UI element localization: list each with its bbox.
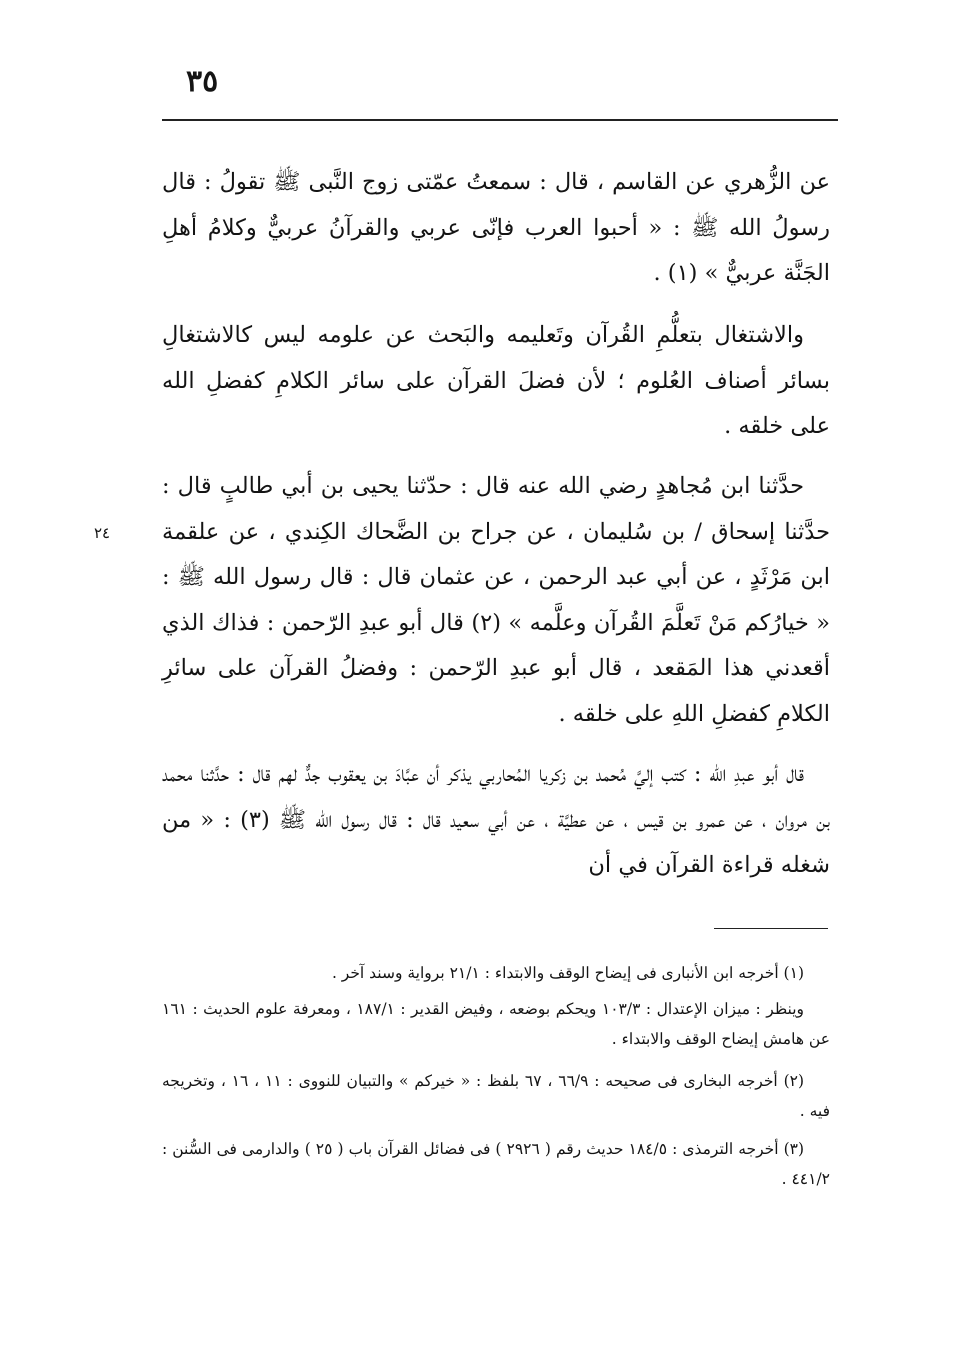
paragraph-1-text: عن الزُّهري عن القاسم ، قال : سمعتُ عمّتى زوج النَّبى ﷺ تقولُ : قال رسولُ الله ﷺ : « أحبوا العرب فإنّى عربي والقرآنُ عربيٌّ وكلامُ أهلِ الجَنَّة عربيٌّ » (١) . — [162, 169, 830, 286]
page-number: ٣٥ — [186, 64, 219, 99]
footnote-1-continuation-text: وينظر : ميزان الإعتدال : ١٠٣/٣ ويحكم بوضعه ، وفيض القدير : ١٨٧/١ ، ومعرفة علوم الحديث : ١٦١ عن هامش إيضاح الوقف والابتداء . — [162, 1000, 830, 1048]
footnote-1-text: (١) أخرجه ابن الأنبارى فى إيضاح الوقف والابتداء : ٢١/١ برواية وسند آخر . — [331, 964, 804, 982]
paragraph-3 — [162, 464, 830, 737]
footnote-3-text: (٣) أخرجه الترمذى : ١٨٤/٥ حديث رقم ( ٢٩٢٦ ) فى فضائل القرآن باب ( ٢٥ ) والدارمى فى السُّنن : ٤٤١/٢ . — [162, 1140, 830, 1188]
paragraph-2-text: والاشتغال بتعلُّمِ القُرآن وتَعليمه والبَحث عن علومه ليس كالاشتغالِ بسائر أصناف العُلوم ؛ لأن فضلَ القرآن على سائر الكلامِ كفضلِ الله على خلقه . — [162, 322, 830, 439]
footnote-rule — [714, 928, 828, 929]
footnote-2-text: (٢) أخرجه البخارى فى صحيحه : ٦٦/٩ ، ٦٧ بلفظ : « خيركم » والتبيان للنووى : ١١ ، ١٦ ، وتخريجه فيه . — [162, 1072, 830, 1120]
paragraph-4-text: قال أبو عبدِ الله : كتب إليَّ مُحمد بن زكريا المُحاربي يذكر أن عبَّادَ بن يعقوب جدٌّ لهم قال : حدَّثنا محمد بن مروان ، عن عمرو بن قيس ، عن عطيَّة ، عن أبي سعيد قال : قال رسول الله ﷺ (٣) : « من شغله قراءة القرآن في أن — [162, 761, 830, 878]
margin-note: ٢٤ — [94, 524, 111, 542]
paragraph-4 — [162, 752, 830, 889]
footnote-1-continuation — [162, 994, 830, 1054]
paragraph-2 — [162, 313, 830, 450]
footnote-3 — [162, 1134, 830, 1194]
footnote-1 — [162, 958, 830, 988]
header-rule — [162, 119, 838, 121]
footnote-2 — [162, 1066, 830, 1126]
paragraph-1 — [162, 160, 830, 297]
paragraph-3-text: حدَّثنا ابن مُجاهدٍ رضي الله عنه قال : حدّثنا يحيى بن أبي طالبٍ قال : حدَّثنا إسحاق / بن سُليمان ، عن جراح بن الضَّحاك الكِندي ، عن علقمة ابن مَرْثَدٍ ، عن أبي عبد الرحمن ، عن عثمان قال : قال رسول الله ﷺ : « خيارُكم مَنْ تَعلَّمَ القُرآن وعلَّمه » (٢) قال أبو عبدِ الرّحمن : فذاك الذي أقعدني هذا المَقعد ، قال أبو عبدِ الرّحمن : وفضلُ القرآن على سائرِ الكلامِ كفضلِ اللهِ على خلقه . — [162, 473, 830, 727]
